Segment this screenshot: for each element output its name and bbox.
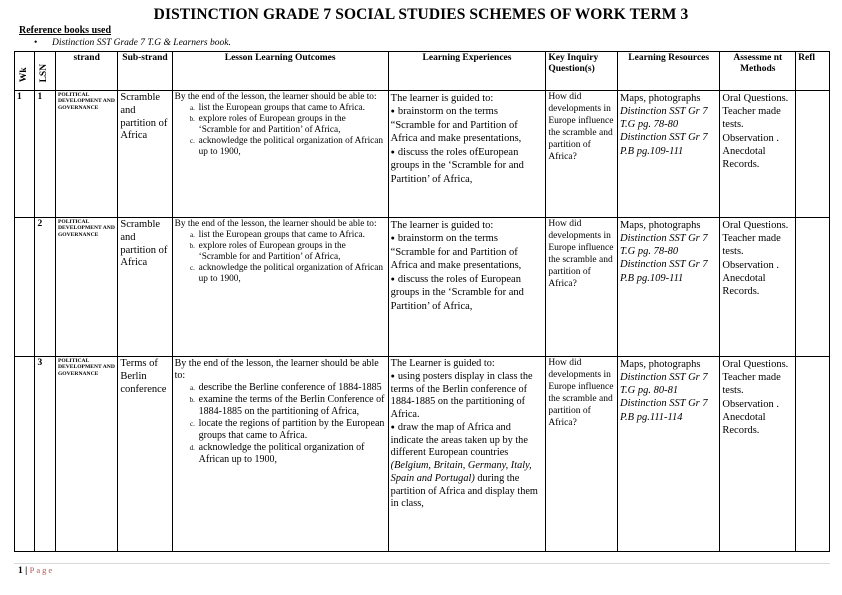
table-row	[15, 91, 830, 218]
outcomes-list	[175, 103, 386, 158]
experience-intro: The Learner is guided to:	[390, 358, 495, 369]
outcomes-intro: By the end of the lesson, the learner should be able to:	[174, 358, 379, 381]
experience-item: ● brainstorm on the terms “Scramble for and Partition of Africa and make presentations,	[391, 232, 544, 272]
page-number: 1	[18, 566, 23, 576]
reference-item-text: Distinction SST Grade 7 T.G & Learners book.	[52, 38, 231, 48]
outcome-item: d. acknowledge the political organization of African up to 1900,	[197, 442, 386, 466]
inquiry-cell: How did developments in Europe influence the scramble and partition of Africa?	[546, 357, 618, 552]
resource-item: Distinction SST Gr 7 P.B pg.109-111	[620, 259, 708, 284]
experience-intro: The learner is guided to:	[390, 220, 494, 231]
inquiry-cell: How did developments in Europe influence the scramble and partition of Africa?	[546, 218, 618, 357]
outcome-item: a. list the European groups that came to Africa.	[197, 230, 386, 241]
strand-cell: POLITICAL DEVELOPMENT AND GOVERNANCE	[55, 218, 117, 357]
experiences-cell	[388, 218, 546, 357]
resource-item: Maps, photographs	[620, 220, 701, 231]
outcomes-cell	[172, 218, 388, 357]
header-lsn: LSN	[35, 52, 55, 91]
header-resources: Learning Resources	[618, 52, 720, 91]
reflection-cell	[796, 357, 830, 552]
substrand-cell: Scramble and partition of Africa	[118, 91, 172, 218]
lesson-cell: 1	[35, 91, 55, 218]
outcomes-cell	[172, 91, 388, 218]
experience-item	[391, 422, 544, 511]
page-footer	[18, 565, 54, 576]
experience-text: draw the map of Africa and indicate the areas taken up by the different European countries	[390, 421, 528, 459]
outcome-item: c. acknowledge the political organization of African up to 1900,	[197, 136, 386, 158]
resources-cell	[618, 357, 720, 552]
header-experiences: Learning Experiences	[388, 52, 546, 91]
footer-divider	[14, 563, 830, 564]
bullet-icon: •	[34, 38, 38, 48]
outcome-item: a. list the European groups that came to Africa.	[197, 103, 386, 114]
experience-text: during the partition of Africa and display them in class,	[390, 472, 538, 510]
assessment-cell: Oral Questions. Teacher made tests. Observation . Anecdotal Records.	[720, 91, 796, 218]
reflection-cell	[796, 91, 830, 218]
outcomes-list	[175, 382, 386, 466]
header-substrand: Sub-strand	[118, 52, 172, 91]
reference-heading: Reference books used	[19, 25, 112, 36]
outcomes-intro: By the end of the lesson, the learner should be able to:	[174, 92, 377, 102]
outcome-item: b. examine the terms of the Berlin Conference of 1884-1885 on the partitioning of Africa,	[197, 394, 386, 418]
resource-item: Distinction SST Gr 7 T.G pg. 78-80	[620, 106, 708, 131]
experience-countries: (Belgium, Britain, Germany, Italy, Spain and Portugal)	[390, 460, 532, 484]
reference-item	[34, 38, 231, 48]
experience-item: ● discuss the roles of European groups in the ‘Scramble for and Partition’ of Africa,	[391, 273, 544, 313]
footer-separator: |	[25, 566, 28, 576]
experience-intro: The learner is guided to:	[390, 93, 494, 104]
header-strand: strand	[55, 52, 117, 91]
experience-item: ● using posters display in class the terms of the Berlin conference of 1884-1885 on the partitioning of Africa.	[391, 371, 544, 422]
outcome-item: b. explore roles of European groups in the ‘Scramble for and Partition’ of Africa,	[197, 114, 386, 136]
header-assessment: Assessme nt Methods	[720, 52, 796, 91]
strand-cell: POLITICAL DEVELOPMENT AND GOVERNANCE	[55, 357, 117, 552]
resource-item: Distinction SST Gr 7 T.G pg. 78-80	[620, 233, 708, 258]
experience-item: ● brainstorm on the terms “Scramble for and Partition of Africa and make presentations,	[391, 105, 544, 145]
resource-item: Distinction SST Gr 7 P.B pg.109-111	[620, 132, 708, 157]
header-inquiry: Key Inquiry Question(s)	[546, 52, 618, 91]
outcome-item: c. locate the regions of partition by the European groups that came to Africa.	[197, 418, 386, 442]
substrand-cell: Terms of Berlin conference	[118, 357, 172, 552]
assessment-cell: Oral Questions. Teacher made tests. Observation . Anecdotal Records.	[720, 218, 796, 357]
page-label: Page	[29, 565, 55, 575]
document-title: DISTINCTION GRADE 7 SOCIAL STUDIES SCHEMES OF WORK TERM 3	[153, 6, 689, 23]
reflection-cell	[796, 218, 830, 357]
experiences-cell	[388, 91, 546, 218]
outcomes-intro: By the end of the lesson, the learner should be able to:	[174, 219, 377, 229]
experience-item: ● discuss the roles ofEuropean groups in the ‘Scramble for and Partition’ of Africa,	[391, 146, 544, 186]
resource-item: Distinction SST Gr 7 T.G pg. 80-81	[620, 372, 708, 397]
lesson-cell: 2	[35, 218, 55, 357]
header-outcomes: Lesson Learning Outcomes	[172, 52, 388, 91]
outcomes-cell	[172, 357, 388, 552]
week-cell	[15, 357, 35, 552]
header-wk: Wk	[15, 52, 35, 91]
substrand-cell: Scramble and partition of Africa	[118, 218, 172, 357]
week-cell: 1	[15, 91, 35, 218]
table-header-row	[15, 52, 830, 91]
inquiry-cell: How did developments in Europe influence the scramble and partition of Africa?	[546, 91, 618, 218]
resource-item: Maps, photographs	[620, 359, 701, 370]
header-reflection: Refl	[796, 52, 830, 91]
scheme-table	[14, 51, 830, 552]
outcome-item: c. acknowledge the political organization of African up to 1900,	[197, 263, 386, 285]
resources-cell	[618, 91, 720, 218]
strand-cell: POLITICAL DEVELOPMENT AND GOVERNANCE	[55, 91, 117, 218]
experiences-cell	[388, 357, 546, 552]
outcomes-list	[175, 230, 386, 285]
table-row	[15, 357, 830, 552]
week-cell	[15, 218, 35, 357]
table-row	[15, 218, 830, 357]
lesson-cell: 3	[35, 357, 55, 552]
resource-item: Distinction SST Gr 7 P.B pg.111-114	[620, 398, 708, 423]
resource-item: Maps, photographs	[620, 93, 701, 104]
assessment-cell: Oral Questions. Teacher made tests. Observation . Anecdotal Records.	[720, 357, 796, 552]
resources-cell	[618, 218, 720, 357]
outcome-item: b. explore roles of European groups in the ‘Scramble for and Partition’ of Africa,	[197, 241, 386, 263]
outcome-item: a. describe the Berline conference of 1884-1885	[197, 382, 386, 394]
